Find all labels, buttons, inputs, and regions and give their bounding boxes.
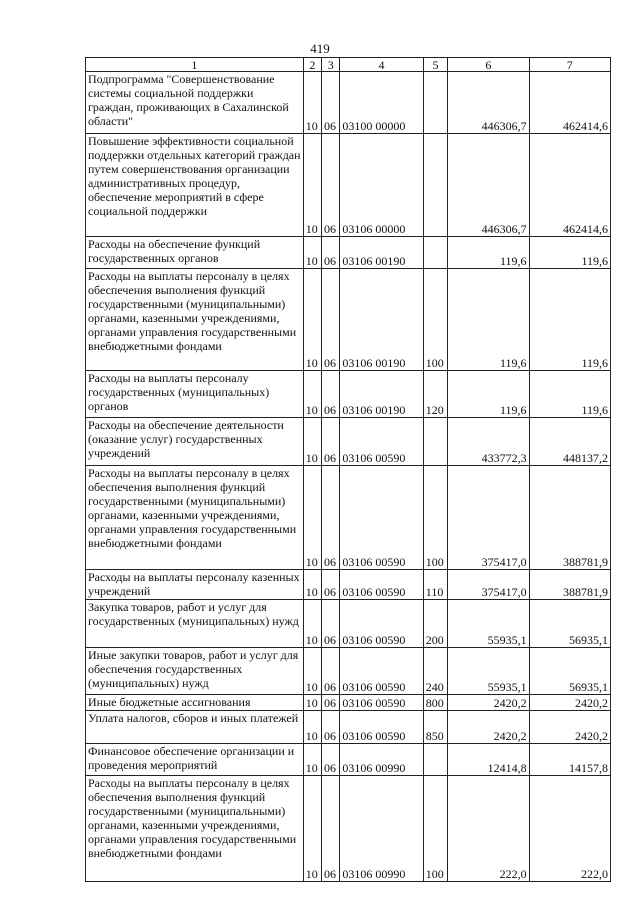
expense-type-code [423,418,447,466]
section-code: 10 [303,600,321,648]
expense-type-code [423,237,447,269]
amount-col6: 12414,8 [448,744,529,776]
table-row [86,600,611,648]
target-article-code: 03106 00590 [340,466,423,570]
section-code: 10 [303,648,321,695]
amount-col7: 462414,6 [529,72,610,134]
table-row [86,466,611,570]
section-code: 10 [303,418,321,466]
subsection-code: 06 [322,269,340,371]
target-article-code: 03106 00190 [340,237,423,269]
subsection-code: 06 [322,600,340,648]
table-row [86,695,611,711]
target-article-code: 03106 00190 [340,371,423,418]
table-row [86,711,611,744]
expense-type-code: 200 [423,600,447,648]
subsection-code: 06 [322,570,340,600]
target-article-code: 03106 00590 [340,570,423,600]
section-code: 10 [303,711,321,744]
table-row [86,776,611,882]
row-name: Закупка товаров, работ и услуг для государственных (муниципальных) нужд [86,600,304,648]
page-number: 419 [310,41,330,56]
row-name: Расходы на выплаты персоналу в целях обеспечения выполнения функций государственными (муниципальными) органами, казенными учреждениями, органами управления государственными внебюджетными фондами [86,466,304,570]
expense-type-code: 100 [423,466,447,570]
table-row [86,237,611,269]
target-article-code: 03106 00590 [340,600,423,648]
amount-col6: 433772,3 [448,418,529,466]
section-code: 10 [303,134,321,237]
amount-col7: 2420,2 [529,695,610,711]
budget-table [85,57,611,882]
header-cell: 5 [423,58,447,72]
subsection-code: 06 [322,134,340,237]
amount-col7: 222,0 [529,776,610,882]
subsection-code: 06 [322,418,340,466]
subsection-code: 06 [322,72,340,134]
amount-col7: 14157,8 [529,744,610,776]
target-article-code: 03100 00000 [340,72,423,134]
row-name: Расходы на обеспечение деятельности (оказание услуг) государственных учреждений [86,418,304,466]
row-name: Финансовое обеспечение организации и проведения мероприятий [86,744,304,776]
target-article-code: 03106 00590 [340,418,423,466]
table-row [86,418,611,466]
amount-col7: 56935,1 [529,648,610,695]
table-row [86,570,611,600]
header-cell: 2 [303,58,321,72]
section-code: 10 [303,570,321,600]
amount-col6: 2420,2 [448,711,529,744]
subsection-code: 06 [322,371,340,418]
expense-type-code: 120 [423,371,447,418]
table-row [86,371,611,418]
target-article-code: 03106 00590 [340,695,423,711]
target-article-code: 03106 00590 [340,711,423,744]
expense-type-code [423,134,447,237]
header-cell: 6 [448,58,529,72]
header-cell: 1 [86,58,304,72]
subsection-code: 06 [322,695,340,711]
amount-col6: 119,6 [448,371,529,418]
section-code: 10 [303,72,321,134]
amount-col7: 462414,6 [529,134,610,237]
table-row [86,72,611,134]
amount-col6: 55935,1 [448,600,529,648]
amount-col6: 119,6 [448,237,529,269]
header-cell: 3 [322,58,340,72]
section-code: 10 [303,237,321,269]
subsection-code: 06 [322,466,340,570]
amount-col6: 375417,0 [448,570,529,600]
subsection-code: 06 [322,711,340,744]
row-name: Повышение эффективности социальной поддержки отдельных категорий граждан путем совершенствования организации административных процедур, обеспечение мероприятий в сфере социальной поддержки [86,134,304,237]
amount-col6: 55935,1 [448,648,529,695]
row-name: Иные закупки товаров, работ и услуг для обеспечения государственных (муниципальных) нужд [86,648,304,695]
amount-col7: 56935,1 [529,600,610,648]
subsection-code: 06 [322,237,340,269]
target-article-code: 03106 00000 [340,134,423,237]
section-code: 10 [303,776,321,882]
table-row [86,648,611,695]
subsection-code: 06 [322,648,340,695]
expense-type-code: 110 [423,570,447,600]
target-article-code: 03106 00990 [340,744,423,776]
subsection-code: 06 [322,776,340,882]
expense-type-code: 240 [423,648,447,695]
table-row [86,744,611,776]
amount-col7: 119,6 [529,371,610,418]
row-name: Подпрограмма "Совершенствование системы социальной поддержки граждан, проживающих в Сахалинской области" [86,72,304,134]
amount-col7: 119,6 [529,269,610,371]
amount-col6: 2420,2 [448,695,529,711]
amount-col7: 388781,9 [529,466,610,570]
section-code: 10 [303,695,321,711]
row-name: Расходы на выплаты персоналу в целях обеспечения выполнения функций государственными (муниципальными) органами, казенными учреждениями, органами управления государственными внебюджетными фондами [86,776,304,882]
row-name: Уплата налогов, сборов и иных платежей [86,711,304,744]
amount-col6: 119,6 [448,269,529,371]
expense-type-code: 800 [423,695,447,711]
section-code: 10 [303,466,321,570]
row-name: Расходы на выплаты персоналу государственных (муниципальных) органов [86,371,304,418]
amount-col7: 2420,2 [529,711,610,744]
amount-col7: 448137,2 [529,418,610,466]
expense-type-code: 100 [423,776,447,882]
expense-type-code: 100 [423,269,447,371]
row-name: Иные бюджетные ассигнования [86,695,304,711]
section-code: 10 [303,269,321,371]
subsection-code: 06 [322,744,340,776]
amount-col6: 446306,7 [448,134,529,237]
header-cell: 4 [340,58,423,72]
amount-col6: 375417,0 [448,466,529,570]
row-name: Расходы на выплаты персоналу в целях обеспечения выполнения функций государственными (муниципальными) органами, казенными учреждениями, органами управления государственными внебюджетными фондами [86,269,304,371]
table-row [86,134,611,237]
expense-type-code: 850 [423,711,447,744]
target-article-code: 03106 00190 [340,269,423,371]
target-article-code: 03106 00990 [340,776,423,882]
amount-col7: 388781,9 [529,570,610,600]
section-code: 10 [303,371,321,418]
amount-col6: 446306,7 [448,72,529,134]
row-name: Расходы на обеспечение функций государственных органов [86,237,304,269]
row-name: Расходы на выплаты персоналу казенных учреждений [86,570,304,600]
table-row [86,269,611,371]
expense-type-code [423,744,447,776]
section-code: 10 [303,744,321,776]
target-article-code: 03106 00590 [340,648,423,695]
amount-col7: 119,6 [529,237,610,269]
amount-col6: 222,0 [448,776,529,882]
header-cell: 7 [529,58,610,72]
expense-type-code [423,72,447,134]
table-header-row [86,58,611,72]
